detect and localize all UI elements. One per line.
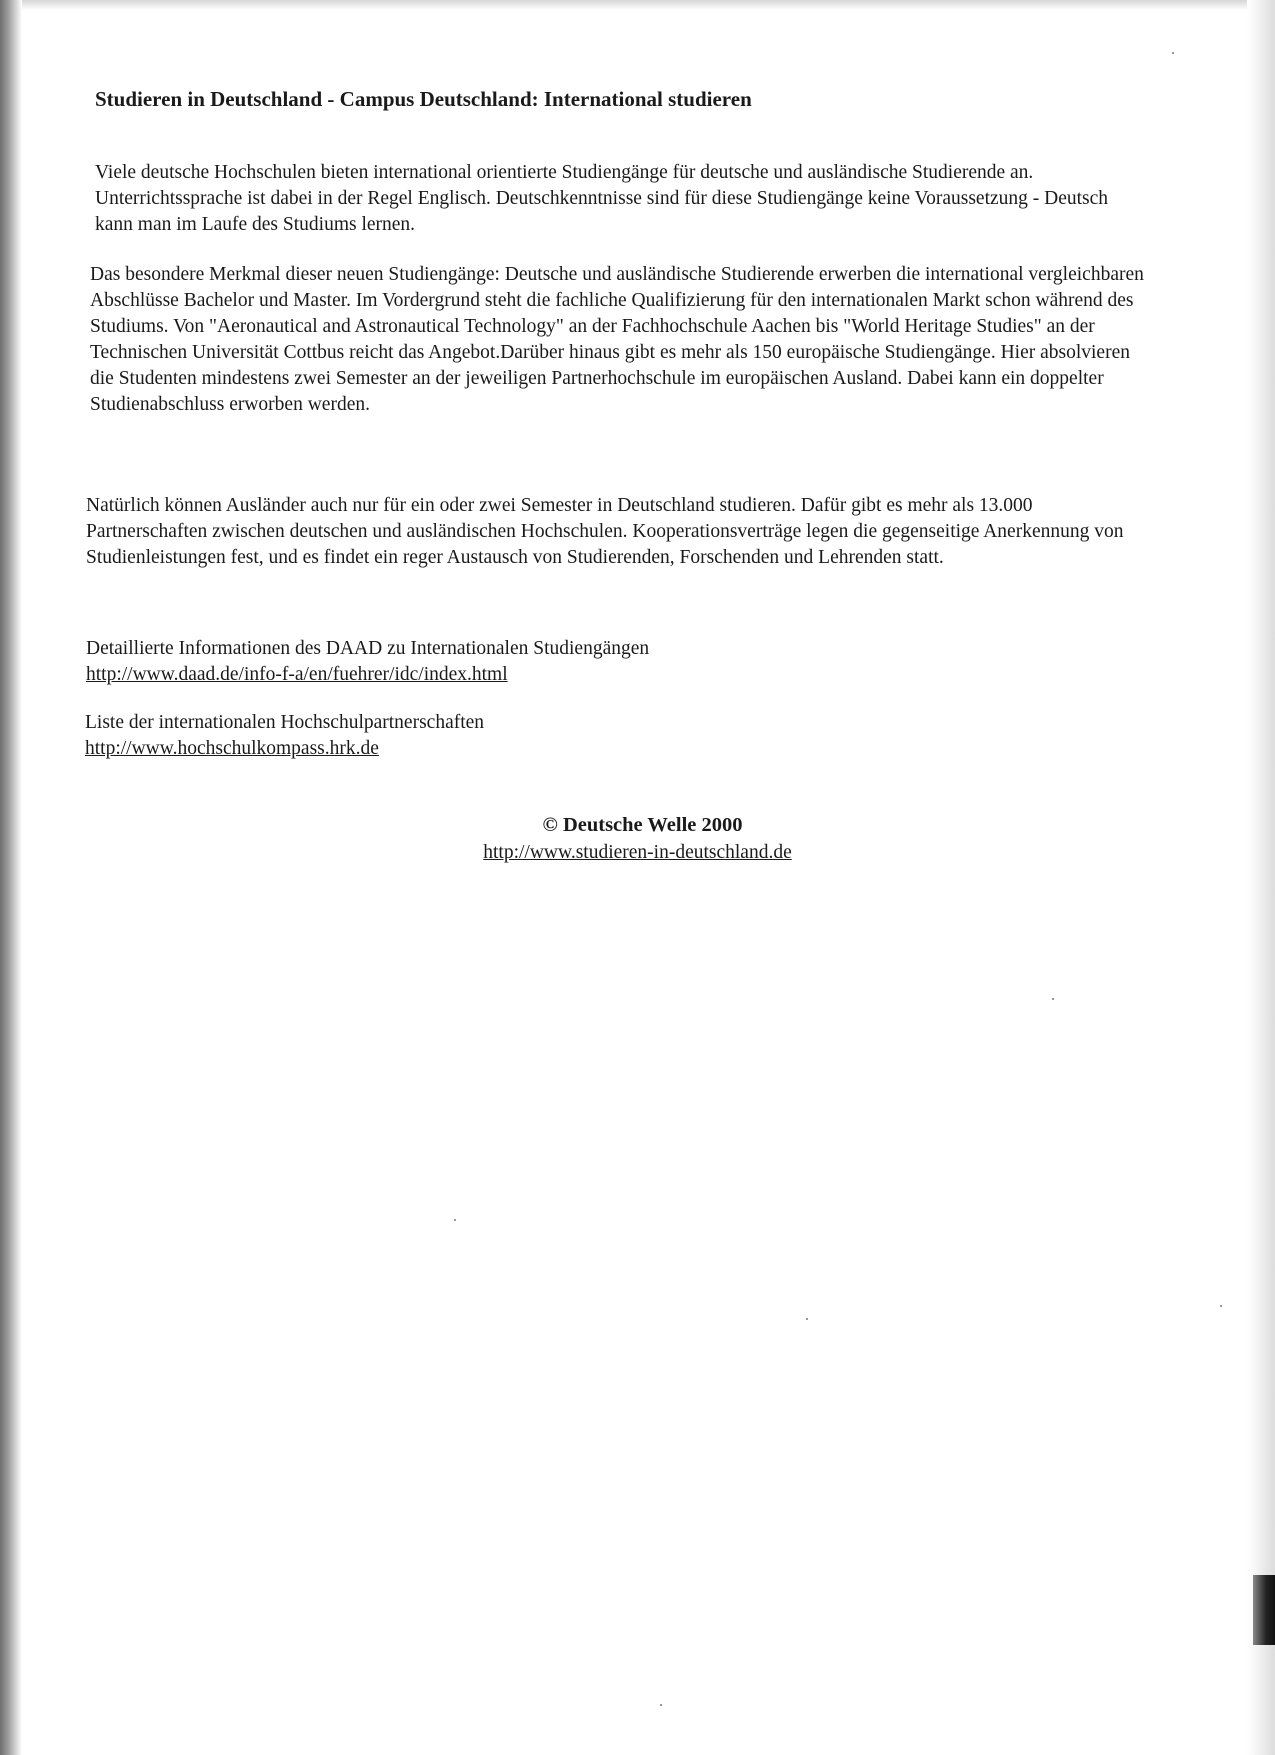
scan-right-edge [1247,0,1275,1755]
scan-speck [1220,1305,1222,1307]
scan-top-edge [0,0,1275,10]
scan-speck [454,1219,456,1221]
scan-speck [806,1318,808,1320]
partnerships-block [85,710,985,762]
scan-speck [660,1704,662,1706]
daad-info-block [86,636,986,688]
scan-speck [1172,52,1174,54]
scan-speck [1052,998,1054,1000]
daad-info-label: Detaillierte Informationen des DAAD zu Internationalen Studiengängen [86,638,650,659]
scan-left-edge [0,0,22,1755]
document-title: Studieren in Deutschland - Campus Deutschland: International studieren [95,87,752,111]
paragraph-features: Das besondere Merkmal dieser neuen Studiengänge: Deutsche und ausländische Studierende erwerben die international vergleichbaren Abschlüsse Bachelor und Master. Im Vordergrund steht die fachliche Qualifizierung für den internationalen Markt schon während des Studiums. Von "Aeronautical and Astronautical Technology" an der Fachhochschule Aachen bis "World Heritage Studies" an der Technischen Universität Cottbus reicht das Angebot.Darüber hinaus gibt es mehr als 150 europäische Studiengänge. Hier absolvieren die Studenten mindestens zwei Semester an der jeweiligen Partnerhochschule im europäischen Ausland. Dabei kann ein doppelter Studienabschluss erworben werden. [90,264,1144,415]
partnerships-label: Liste der internationalen Hochschulpartnerschaften [85,712,485,733]
copyright-notice: © Deutsche Welle 2000 [542,814,743,836]
daad-info-link[interactable]: http://www.daad.de/info-f-a/en/fuehrer/idc/index.html [86,664,508,685]
partnerships-link[interactable]: http://www.hochschulkompass.hrk.de [85,738,379,759]
footer-link[interactable]: http://www.studieren-in-deutschland.de [483,842,792,863]
paragraph-exchange: Natürlich können Ausländer auch nur für ein oder zwei Semester in Deutschland studieren. Dafür gibt es mehr als 13.000 Partnerschaften zwischen deutschen und ausländischen Hochschulen. Kooperationsverträge legen die gegenseitige Anerkennung von Studienleistungen fest, und es findet ein reger Austausch von Studierenden, Forschenden und Lehrenden statt. [86,495,1124,568]
scan-edge-mark [1253,1575,1275,1645]
document-footer [0,812,1275,866]
paragraph-intro: Viele deutsche Hochschulen bieten international orientierte Studiengänge für deutsche und ausländische Studierende an. Unterrichtssprache ist dabei in der Regel Englisch. Deutschkenntnisse sind für diese Studiengänge keine Voraussetzung - Deutsch kann man im Laufe des Studiums lernen. [95,162,1109,235]
